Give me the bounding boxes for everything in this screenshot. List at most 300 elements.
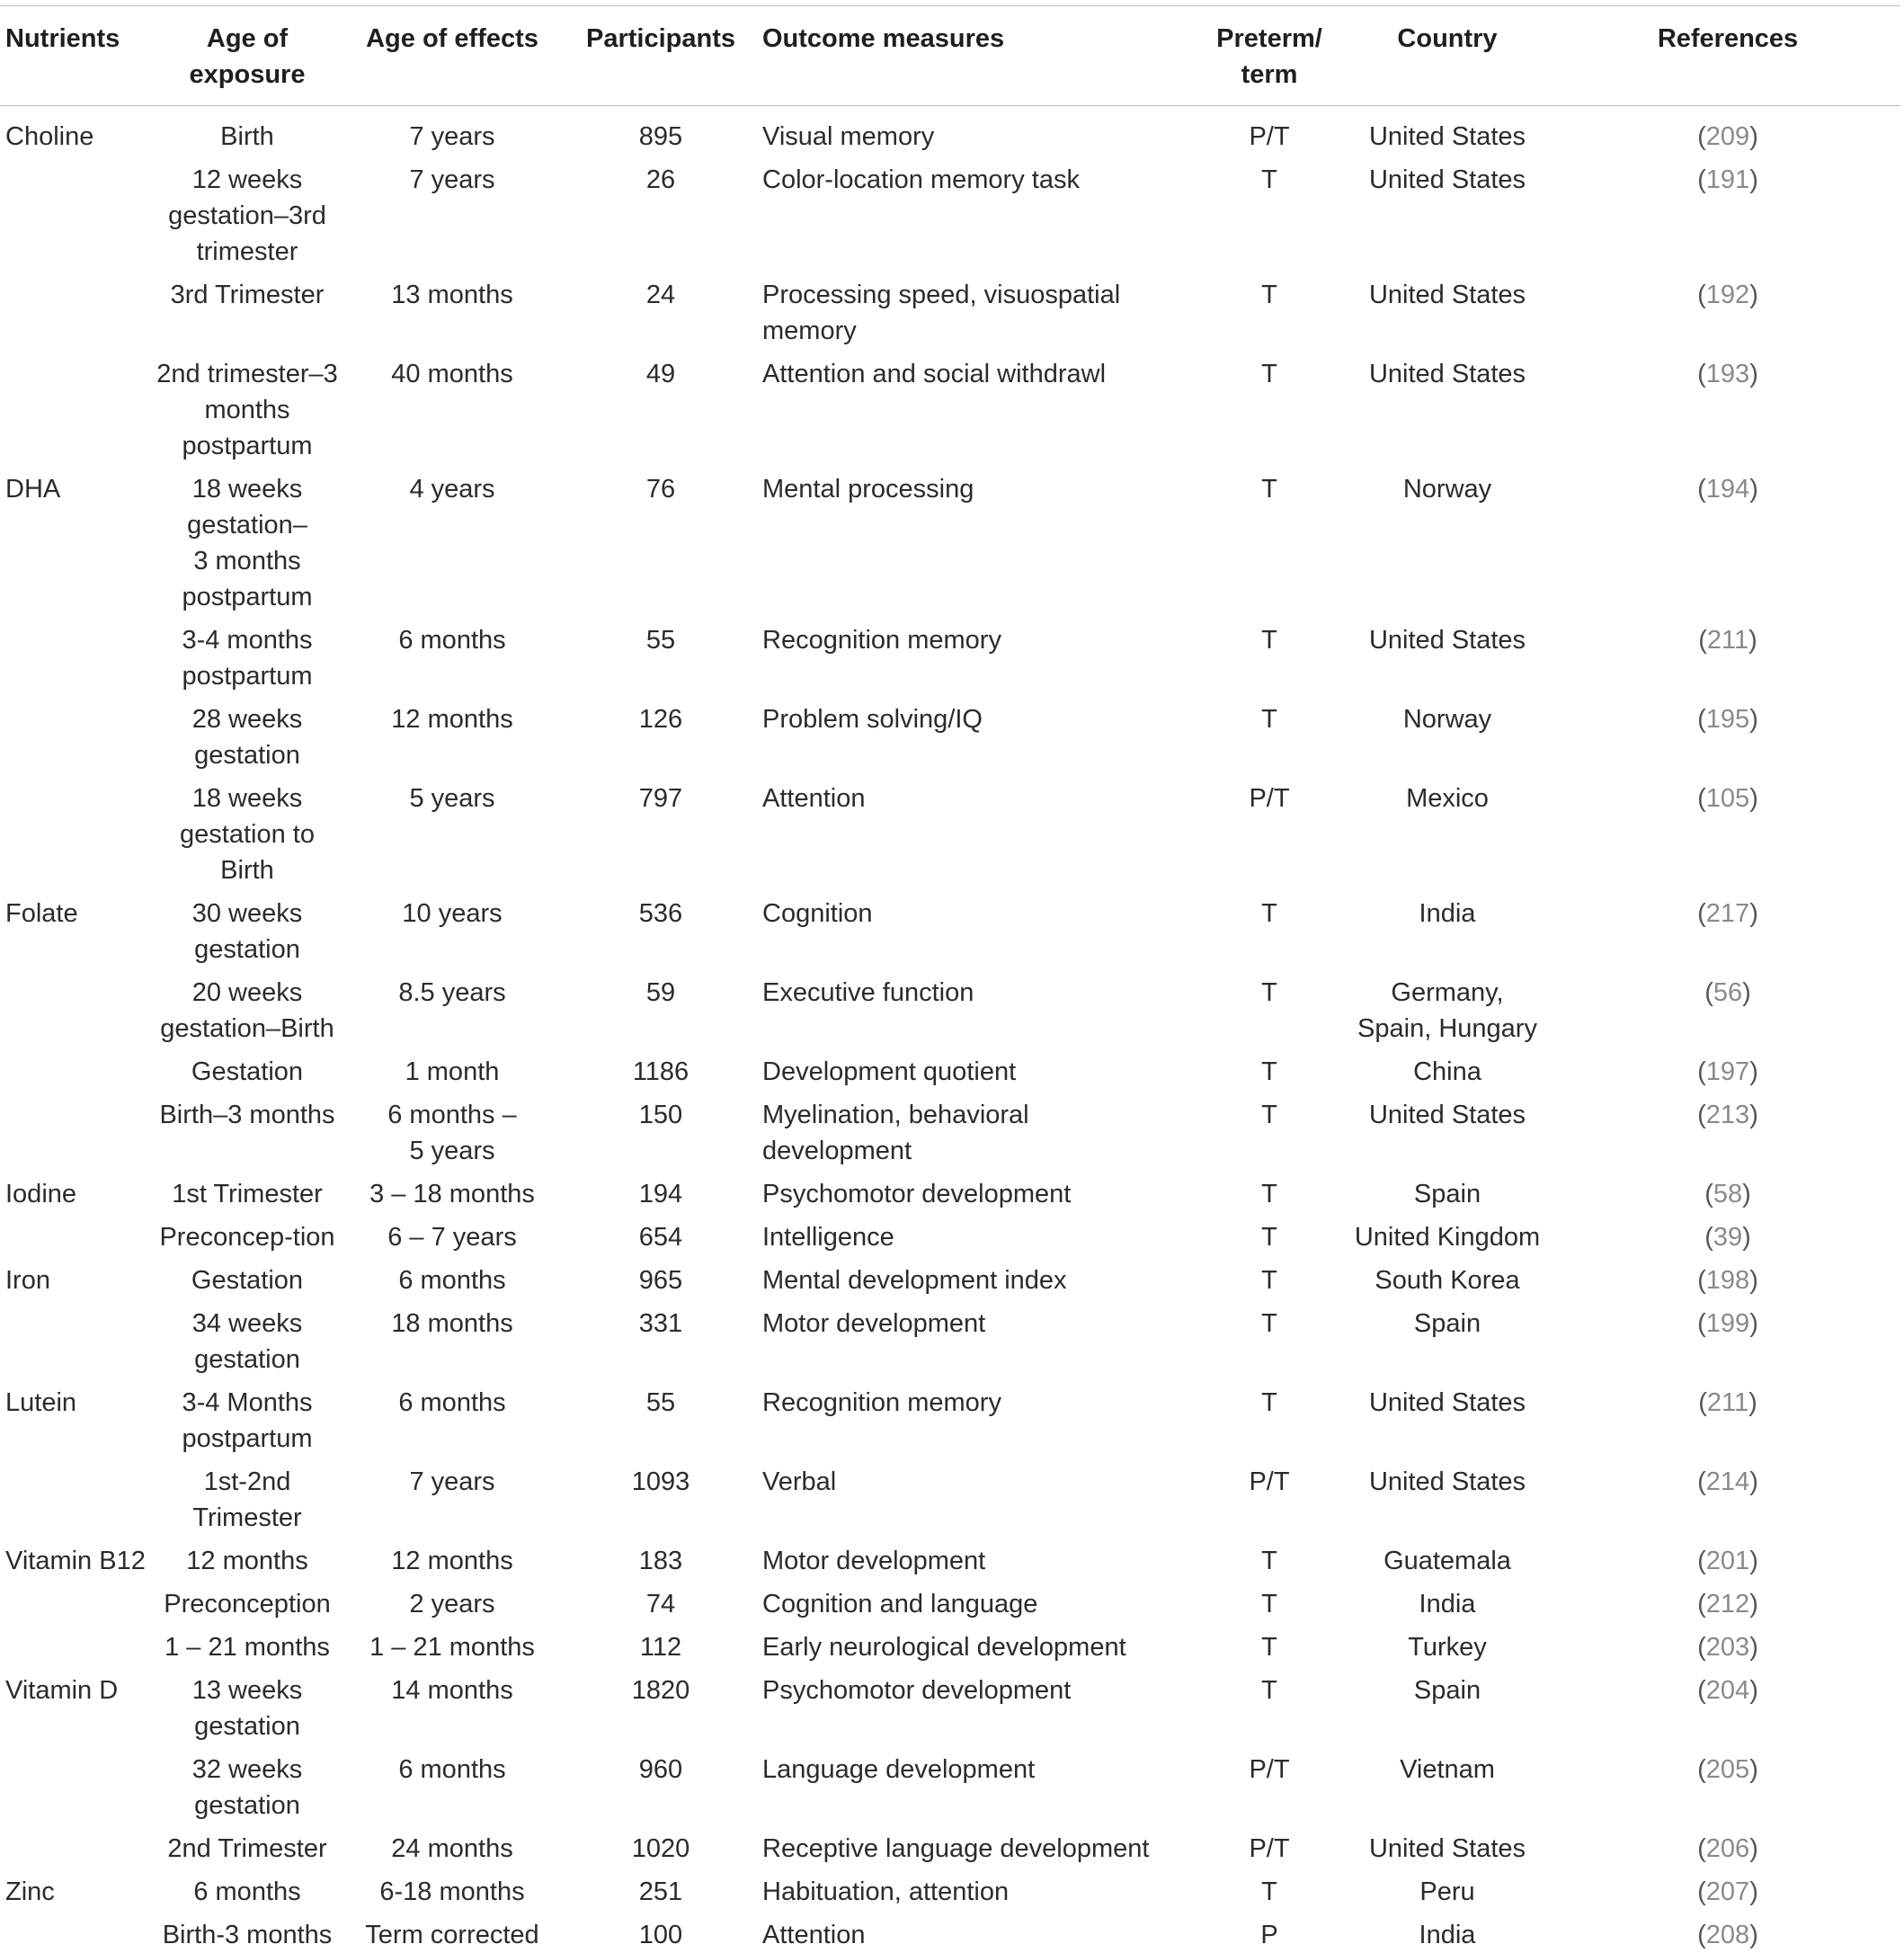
ref-close-paren: ) <box>1749 1467 1758 1496</box>
cell-line: 6 months <box>193 1877 301 1906</box>
cell-line: Spain <box>1413 1309 1481 1338</box>
cell-reference <box>1552 1464 1904 1500</box>
header-nutrients <box>0 21 151 57</box>
ref-open-paren: ( <box>1697 1676 1706 1705</box>
header-line: Age of effects <box>366 24 538 53</box>
reference-link[interactable]: 206 <box>1705 1834 1750 1863</box>
cell-line: 12 months <box>391 1547 513 1575</box>
reference-link[interactable]: 213 <box>1705 1101 1750 1129</box>
cell-line: Preconception <box>164 1590 331 1619</box>
ref-open-paren: ( <box>1697 1101 1706 1129</box>
cell-reference <box>1552 1586 1904 1622</box>
ref-close-paren: ) <box>1749 1590 1758 1619</box>
cell-line: Norway <box>1402 705 1492 734</box>
ref-open-paren: ( <box>1697 784 1706 813</box>
cell-line: postpartum <box>182 583 313 611</box>
table-row <box>0 1917 1904 1953</box>
cell-age-of-effects <box>343 1874 561 1910</box>
header-line: Nutrients <box>5 24 120 53</box>
header-references <box>1552 21 1904 57</box>
cell-nutrient: DHA <box>5 475 61 504</box>
cell-line: Birth <box>220 856 274 885</box>
cell-outcome-measures <box>761 1262 1196 1298</box>
reference-link[interactable]: 203 <box>1705 1633 1750 1662</box>
cell-reference <box>1552 1917 1904 1953</box>
ref-open-paren: ( <box>1697 1590 1706 1619</box>
cell-line: 18 weeks <box>191 475 303 504</box>
ref-close-paren: ) <box>1749 122 1758 151</box>
table-row <box>0 1874 1904 1910</box>
cell-line: gestation <box>194 741 300 770</box>
cell-age-of-exposure <box>151 1219 343 1255</box>
cell-reference <box>1552 1874 1904 1910</box>
cell-line: Executive function <box>762 978 974 1007</box>
cell-line: United States <box>1368 122 1526 151</box>
cell-line: Recognition memory <box>762 626 1001 655</box>
cell-line: Receptive language development <box>762 1834 1150 1863</box>
cell-preterm-term: T <box>1261 705 1277 734</box>
cell-participants: 251 <box>638 1877 683 1906</box>
cell-preterm-term: T <box>1261 1309 1277 1338</box>
cell-age-of-effects <box>343 471 561 507</box>
cell-age-of-exposure <box>151 701 343 773</box>
reference-link[interactable]: 209 <box>1705 122 1750 151</box>
cell-age-of-effects <box>343 780 561 816</box>
cell-preterm-term: T <box>1261 281 1277 309</box>
cell-line: gestation to <box>180 820 315 849</box>
header-age-of-effects <box>343 21 561 57</box>
cell-participants: 76 <box>645 475 676 504</box>
cell-line: memory <box>762 317 857 345</box>
ref-close-paren: ) <box>1749 1309 1758 1338</box>
table-row <box>0 1586 1904 1622</box>
ref-close-paren: ) <box>1748 1388 1757 1417</box>
cell-reference <box>1552 1752 1904 1788</box>
cell-preterm-term: P/T <box>1249 1467 1290 1496</box>
cell-line: United States <box>1368 1467 1526 1496</box>
cell-line: Processing speed, visuospatial <box>762 281 1121 309</box>
cell-nutrient: Zinc <box>5 1877 55 1906</box>
cell-preterm-term: T <box>1261 1057 1277 1086</box>
cell-country <box>1343 1219 1552 1255</box>
ref-close-paren: ) <box>1749 1755 1758 1784</box>
cell-preterm-term: T <box>1261 1676 1277 1705</box>
cell-line: Recognition memory <box>762 1388 1001 1417</box>
cell-age-of-exposure <box>151 471 343 615</box>
cell-line: United States <box>1368 1101 1526 1129</box>
ref-open-paren: ( <box>1704 978 1713 1007</box>
cell-line: 3-4 Months <box>182 1388 313 1417</box>
cell-age-of-exposure <box>151 1917 343 1953</box>
cell-line: United States <box>1368 626 1526 655</box>
cell-preterm-term: P/T <box>1249 1834 1290 1863</box>
cell-line: United Kingdom <box>1354 1223 1541 1252</box>
cell-line: United States <box>1368 281 1526 309</box>
header-participants <box>561 21 761 57</box>
cell-outcome-measures <box>761 1054 1196 1090</box>
cell-line: 6 months <box>398 1266 506 1295</box>
cell-country <box>1343 622 1552 658</box>
ref-close-paren: ) <box>1749 705 1758 734</box>
cell-line: Intelligence <box>762 1223 894 1252</box>
ref-close-paren: ) <box>1749 1057 1758 1086</box>
cell-age-of-effects <box>343 277 561 313</box>
cell-line: 32 weeks <box>191 1755 303 1784</box>
ref-open-paren: ( <box>1704 1223 1713 1252</box>
cell-line: 1 – 21 months <box>369 1633 535 1662</box>
cell-line: Mental processing <box>762 475 974 504</box>
cell-outcome-measures <box>761 975 1196 1011</box>
reference-link[interactable]: 58 <box>1713 1180 1743 1208</box>
ref-open-paren: ( <box>1697 1633 1706 1662</box>
cell-country <box>1343 1097 1552 1133</box>
cell-preterm-term: T <box>1261 1547 1277 1575</box>
cell-outcome-measures <box>761 119 1196 155</box>
cell-reference <box>1552 1054 1904 1090</box>
table-row <box>0 1054 1904 1090</box>
cell-age-of-effects <box>343 119 561 155</box>
cell-nutrient: Lutein <box>5 1388 77 1417</box>
reference-link[interactable]: 211 <box>1706 1388 1749 1417</box>
header-line: term <box>1241 60 1298 89</box>
cell-line: Development quotient <box>762 1057 1017 1086</box>
cell-line: gestation <box>194 1345 300 1374</box>
ref-open-paren: ( <box>1704 1180 1713 1208</box>
ref-close-paren: ) <box>1749 1676 1758 1705</box>
cell-line: Birth-3 months <box>162 1921 333 1949</box>
cell-line: 3rd Trimester <box>170 281 325 309</box>
reference-link[interactable]: 204 <box>1705 1676 1750 1705</box>
cell-reference <box>1552 119 1904 155</box>
reference-link[interactable]: 197 <box>1705 1057 1750 1086</box>
cell-preterm-term: T <box>1261 1223 1277 1252</box>
cell-line: 24 months <box>391 1834 513 1863</box>
cell-country <box>1343 356 1552 392</box>
cell-line: months <box>204 396 290 424</box>
ref-open-paren: ( <box>1698 1388 1707 1417</box>
cell-line: United States <box>1368 165 1526 194</box>
cell-line: 4 years <box>409 475 495 504</box>
reference-link[interactable]: 198 <box>1705 1266 1750 1295</box>
header-country <box>1343 21 1552 57</box>
cell-country <box>1343 975 1552 1047</box>
table-header-row <box>0 6 1904 105</box>
cell-preterm-term: T <box>1261 360 1277 388</box>
cell-line: Norway <box>1402 475 1492 504</box>
cell-outcome-measures <box>761 1306 1196 1342</box>
cell-participants: 895 <box>638 122 683 151</box>
cell-age-of-exposure <box>151 1464 343 1536</box>
cell-line: 2nd trimester–3 <box>156 360 338 388</box>
reference-link[interactable]: 208 <box>1705 1921 1750 1949</box>
reference-link[interactable]: 39 <box>1713 1223 1743 1252</box>
table-row <box>0 780 1904 888</box>
table-row <box>0 622 1904 694</box>
cell-line: 1 month <box>405 1057 500 1086</box>
cell-line: 2 years <box>409 1590 495 1619</box>
cell-participants: 150 <box>638 1101 683 1129</box>
cell-country <box>1343 1054 1552 1090</box>
cell-line: gestation <box>194 935 300 964</box>
cell-line: Preconcep-tion <box>159 1223 335 1252</box>
cell-participants: 965 <box>638 1266 683 1295</box>
cell-outcome-measures <box>761 1543 1196 1579</box>
ref-close-paren: ) <box>1749 281 1758 309</box>
header-preterm-term <box>1196 21 1343 93</box>
cell-country <box>1343 780 1552 816</box>
cell-age-of-effects <box>343 896 561 932</box>
cell-outcome-measures <box>761 1629 1196 1665</box>
cell-country <box>1343 1917 1552 1953</box>
cell-preterm-term: T <box>1261 899 1277 928</box>
cell-line: 7 years <box>409 1467 495 1496</box>
cell-age-of-effects <box>343 1917 561 1953</box>
cell-participants: 1186 <box>632 1057 690 1086</box>
cell-participants: 126 <box>638 705 683 734</box>
cell-line: 18 months <box>391 1309 513 1338</box>
cell-line: Attention <box>762 784 866 813</box>
cell-country <box>1343 896 1552 932</box>
cell-nutrient: Vitamin D <box>5 1676 119 1705</box>
cell-preterm-term: T <box>1261 1388 1277 1417</box>
ref-close-paren: ) <box>1748 626 1757 655</box>
cell-age-of-exposure <box>151 356 343 464</box>
reference-link[interactable]: 217 <box>1705 899 1750 928</box>
table-row <box>0 1385 1904 1457</box>
cell-reference <box>1552 1831 1904 1867</box>
cell-outcome-measures <box>761 1917 1196 1953</box>
cell-outcome-measures <box>761 1176 1196 1212</box>
cell-outcome-measures <box>761 356 1196 392</box>
cell-line: trimester <box>196 237 298 266</box>
reference-link[interactable]: 105 <box>1705 784 1750 813</box>
table-row <box>0 1176 1904 1212</box>
ref-close-paren: ) <box>1749 360 1758 388</box>
cell-country <box>1343 1874 1552 1910</box>
cell-age-of-effects <box>343 975 561 1011</box>
ref-open-paren: ( <box>1697 475 1706 504</box>
cell-age-of-effects <box>343 1262 561 1298</box>
header-line: Preterm/ <box>1216 24 1322 53</box>
cell-age-of-effects <box>343 1586 561 1622</box>
cell-reference <box>1552 1385 1904 1421</box>
cell-reference <box>1552 356 1904 392</box>
cell-outcome-measures <box>761 701 1196 737</box>
cell-outcome-measures <box>761 780 1196 816</box>
reference-link[interactable]: 194 <box>1705 475 1750 504</box>
cell-line: Motor development <box>762 1309 986 1338</box>
cell-line: 10 years <box>402 899 503 928</box>
cell-line: gestation–Birth <box>160 1014 334 1043</box>
cell-line: Vietnam <box>1400 1755 1495 1784</box>
cell-line: Gestation <box>191 1266 304 1295</box>
table-row <box>0 1752 1904 1824</box>
table-row <box>0 1306 1904 1378</box>
cell-line: 14 months <box>391 1676 513 1705</box>
cell-reference <box>1552 471 1904 507</box>
table-row <box>0 471 1904 615</box>
cell-age-of-effects <box>343 1752 561 1788</box>
reference-link[interactable]: 199 <box>1705 1309 1750 1338</box>
cell-line: Psychomotor development <box>762 1180 1072 1208</box>
ref-close-paren: ) <box>1749 1834 1758 1863</box>
cell-line: Visual memory <box>762 122 935 151</box>
reference-link[interactable]: 207 <box>1705 1877 1750 1906</box>
cell-line: 7 years <box>409 122 495 151</box>
header-line: Outcome measures <box>762 24 1005 53</box>
table-row <box>0 119 1904 155</box>
cell-reference <box>1552 975 1904 1011</box>
cell-reference <box>1552 622 1904 658</box>
cell-age-of-effects <box>343 1464 561 1500</box>
cell-outcome-measures <box>761 1672 1196 1708</box>
ref-close-paren: ) <box>1749 1101 1758 1129</box>
reference-link[interactable]: 193 <box>1705 360 1750 388</box>
ref-close-paren: ) <box>1749 1266 1758 1295</box>
cell-line: United States <box>1368 1834 1526 1863</box>
cell-country <box>1343 1262 1552 1298</box>
cell-nutrient: Iodine <box>5 1180 77 1208</box>
cell-reference <box>1552 1543 1904 1579</box>
cell-preterm-term: T <box>1261 1590 1277 1619</box>
cell-line: postpartum <box>182 662 313 691</box>
cell-line: Guatemala <box>1384 1547 1511 1575</box>
cell-outcome-measures <box>761 1464 1196 1500</box>
ref-close-paren: ) <box>1742 978 1751 1007</box>
cell-line: South Korea <box>1375 1266 1520 1295</box>
cell-age-of-exposure <box>151 277 343 313</box>
cell-line: United States <box>1368 1388 1526 1417</box>
ref-open-paren: ( <box>1697 1755 1706 1784</box>
cell-line: 7 years <box>409 165 495 194</box>
cell-reference <box>1552 1672 1904 1708</box>
cell-age-of-exposure <box>151 780 343 888</box>
ref-open-paren: ( <box>1697 1467 1706 1496</box>
cell-line: postpartum <box>182 1424 313 1453</box>
cell-line: 34 weeks <box>191 1309 303 1338</box>
reference-link[interactable]: 212 <box>1705 1590 1750 1619</box>
cell-line: development <box>762 1137 912 1165</box>
cell-line: 6 months <box>398 1388 506 1417</box>
cell-reference <box>1552 1176 1904 1212</box>
cell-line: Trimester <box>192 1503 302 1532</box>
ref-close-paren: ) <box>1742 1223 1751 1252</box>
cell-line: United States <box>1368 360 1526 388</box>
cell-preterm-term: P <box>1260 1921 1278 1949</box>
ref-open-paren: ( <box>1697 360 1706 388</box>
cell-line: gestation <box>194 1791 300 1820</box>
cell-line: Psychomotor development <box>762 1676 1072 1705</box>
cell-country <box>1343 1464 1552 1500</box>
cell-country <box>1343 1752 1552 1788</box>
cell-participants: 1020 <box>631 1834 690 1863</box>
cell-line: India <box>1419 1921 1476 1949</box>
reference-link[interactable]: 201 <box>1705 1547 1750 1575</box>
cell-preterm-term: T <box>1261 1266 1277 1295</box>
cell-reference <box>1552 701 1904 737</box>
cell-participants: 100 <box>638 1921 683 1949</box>
ref-open-paren: ( <box>1698 626 1707 655</box>
cell-country <box>1343 1543 1552 1579</box>
cell-line: 12 weeks <box>191 165 303 194</box>
header-line: Participants <box>586 24 735 53</box>
reference-link[interactable]: 205 <box>1705 1755 1750 1784</box>
cell-outcome-measures <box>761 1097 1196 1169</box>
cell-participants: 960 <box>638 1755 683 1784</box>
cell-participants: 49 <box>645 360 676 388</box>
cell-line: Birth <box>220 122 274 151</box>
cell-line: 5 years <box>409 784 495 813</box>
header-line: Country <box>1397 24 1498 53</box>
cell-reference <box>1552 780 1904 816</box>
cell-line: 3-4 months <box>182 626 313 655</box>
cell-line: 6 months <box>398 626 506 655</box>
cell-participants: 55 <box>645 626 676 655</box>
cell-country <box>1343 277 1552 313</box>
cell-preterm-term: P/T <box>1249 122 1290 151</box>
ref-open-paren: ( <box>1697 1309 1706 1338</box>
cell-outcome-measures <box>761 1586 1196 1622</box>
cell-age-of-exposure <box>151 1262 343 1298</box>
cell-reference <box>1552 1629 1904 1665</box>
cell-line: 20 weeks <box>191 978 303 1007</box>
cell-line: 13 months <box>391 281 513 309</box>
cell-line: 1st Trimester <box>172 1180 323 1208</box>
cell-reference <box>1552 277 1904 313</box>
ref-open-paren: ( <box>1697 1057 1706 1086</box>
cell-participants: 536 <box>638 899 683 928</box>
cell-participants: 55 <box>645 1388 676 1417</box>
cell-participants: 1820 <box>631 1676 690 1705</box>
cell-age-of-exposure <box>151 896 343 968</box>
cell-nutrient: Vitamin B12 <box>5 1547 146 1575</box>
table-row <box>0 1672 1904 1744</box>
cell-age-of-exposure <box>151 1385 343 1457</box>
cell-age-of-exposure <box>151 1672 343 1744</box>
cell-age-of-effects <box>343 1831 561 1867</box>
cell-preterm-term: T <box>1261 1180 1277 1208</box>
cell-line: China <box>1413 1057 1481 1086</box>
ref-close-paren: ) <box>1742 1180 1751 1208</box>
reference-link[interactable]: 214 <box>1705 1467 1750 1496</box>
cell-line: gestation–3rd <box>168 201 326 230</box>
cell-line: postpartum <box>182 432 313 460</box>
reference-link[interactable]: 211 <box>1706 626 1749 655</box>
reference-link[interactable]: 191 <box>1705 165 1750 194</box>
reference-link[interactable]: 56 <box>1713 978 1743 1007</box>
cell-age-of-effects <box>343 1385 561 1421</box>
cell-reference <box>1552 1306 1904 1342</box>
header-line: Age of <box>206 24 289 53</box>
cell-preterm-term: T <box>1261 165 1277 194</box>
ref-close-paren: ) <box>1749 1633 1758 1662</box>
cell-age-of-exposure <box>151 1752 343 1824</box>
cell-age-of-effects <box>343 1543 561 1579</box>
cell-line: Attention <box>762 1921 866 1949</box>
cell-participants: 183 <box>638 1547 683 1575</box>
cell-line: Motor development <box>762 1547 986 1575</box>
ref-open-paren: ( <box>1697 1266 1706 1295</box>
ref-close-paren: ) <box>1749 1547 1758 1575</box>
cell-reference <box>1552 162 1904 198</box>
table-row <box>0 1831 1904 1867</box>
reference-link[interactable]: 192 <box>1705 281 1750 309</box>
cell-preterm-term: T <box>1261 1101 1277 1129</box>
cell-preterm-term: T <box>1261 475 1277 504</box>
cell-age-of-exposure <box>151 1054 343 1090</box>
reference-link[interactable]: 195 <box>1705 705 1750 734</box>
cell-line: gestation <box>194 1712 300 1741</box>
